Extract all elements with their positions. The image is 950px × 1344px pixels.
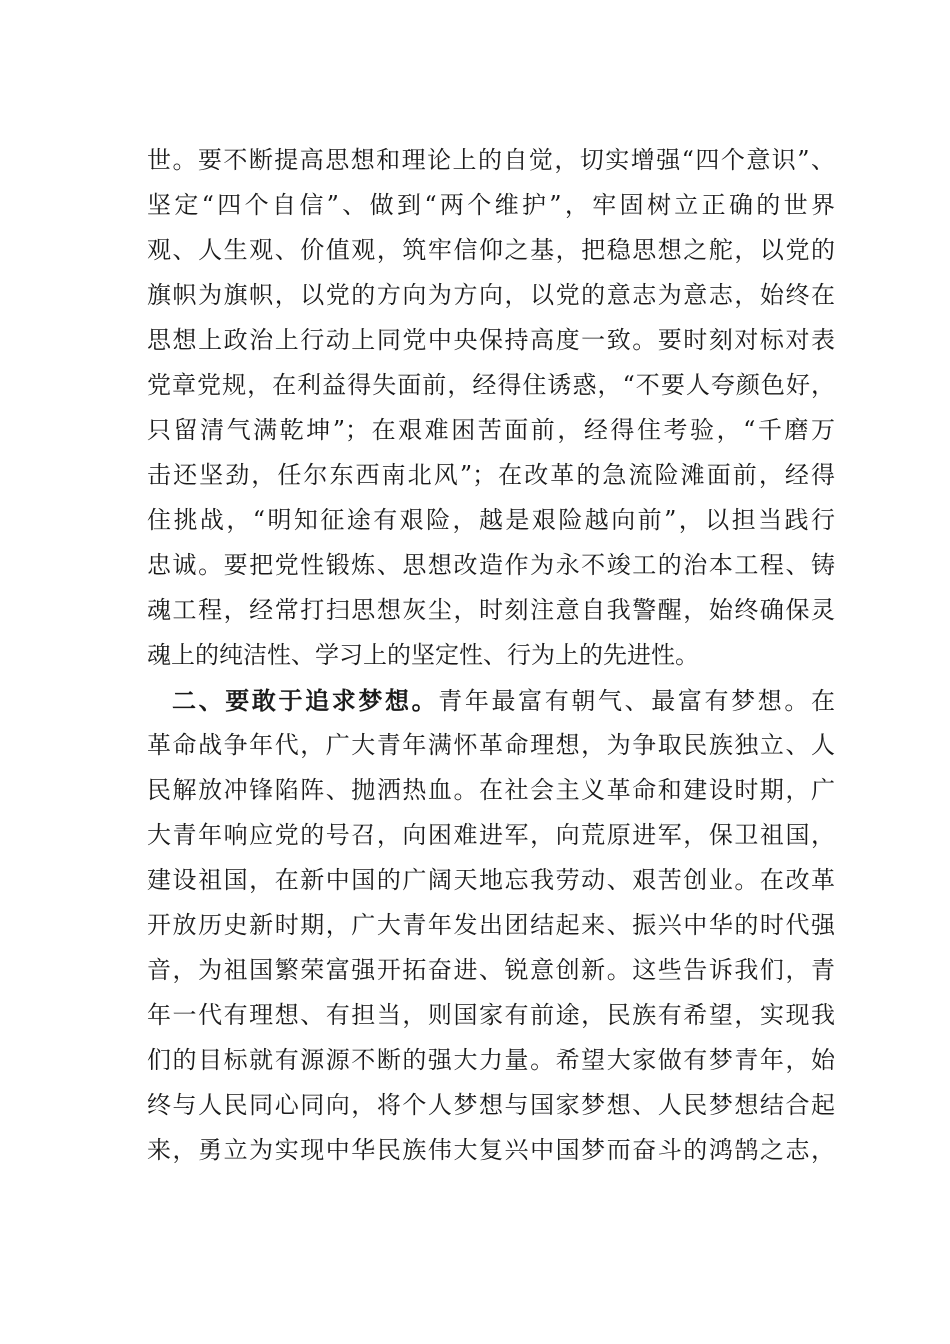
text-line: 魂上的纯洁性、学习上的坚定性、行为上的先进性。 — [147, 641, 699, 669]
text-line: 只留清气满乾坤”；在艰难困苦面前，经得住考验，“千磨万 — [147, 416, 835, 444]
text-line: 旗帜为旗帜，以党的方向为方向，以党的意志为意志，始终在 — [147, 281, 835, 309]
text-line: 革命战争年代，广大青年满怀革命理想，为争取民族独立、人 — [147, 731, 835, 759]
paragraph-pursue-dreams — [147, 678, 835, 1173]
text-line: 民解放冲锋陷阵、抛洒热血。在社会主义革命和建设时期，广 — [147, 776, 835, 804]
first-line-text: 青年最富有朝气、最富有梦想。在 — [438, 687, 835, 715]
text-line: 坚定“四个自信”、做到“两个维护”，牢固树立正确的世界 — [147, 191, 835, 219]
text-line: 音，为祖国繁荣富强开拓奋进、锐意创新。这些告诉我们，青 — [147, 956, 835, 984]
text-line: 世。要不断提高思想和理论上的自觉，切实增强“四个意识”、 — [147, 146, 835, 174]
text-line: 建设祖国，在新中国的广阔天地忘我劳动、艰苦创业。在改革 — [147, 866, 835, 894]
text-line: 魂工程，经常打扫思想灰尘，时刻注意自我警醒，始终确保灵 — [147, 596, 835, 624]
text-line: 年一代有理想、有担当，则国家有前途，民族有希望，实现我 — [147, 1001, 835, 1029]
text-line: 观、人生观、价值观，筑牢信仰之基，把稳思想之舵，以党的 — [147, 236, 835, 264]
paragraph-first-line — [147, 678, 835, 723]
text-line: 终与人民同心同向，将个人梦想与国家梦想、人民梦想结合起 — [147, 1091, 835, 1119]
text-line: 来，勇立为实现中华民族伟大复兴中国梦而奋斗的鸿鹄之志， — [147, 1136, 835, 1164]
text-line: 忠诚。要把党性锻炼、思想改造作为永不竣工的治本工程、铸 — [147, 551, 835, 579]
body-text — [147, 138, 835, 1173]
text-line: 党章党规，在利益得失面前，经得住诱惑，“不要人夸颜色好， — [147, 371, 835, 399]
text-line: 开放历史新时期，广大青年发出团结起来、振兴中华的时代强 — [147, 911, 835, 939]
text-line: 思想上政治上行动上同党中央保持高度一致。要时刻对标对表 — [147, 326, 835, 354]
section-heading: 二、要敢于追求梦想。 — [172, 686, 439, 715]
paragraph-continuation — [147, 138, 835, 678]
text-line: 们的目标就有源源不断的强大力量。希望大家做有梦青年，始 — [147, 1046, 835, 1074]
text-line: 大青年响应党的号召，向困难进军，向荒原进军，保卫祖国， — [147, 821, 835, 849]
text-line: 住挑战，“明知征途有艰险，越是艰险越向前”，以担当践行 — [147, 506, 835, 534]
text-line: 击还坚劲，任尔东西南北风”；在改革的急流险滩面前，经得 — [147, 461, 835, 489]
